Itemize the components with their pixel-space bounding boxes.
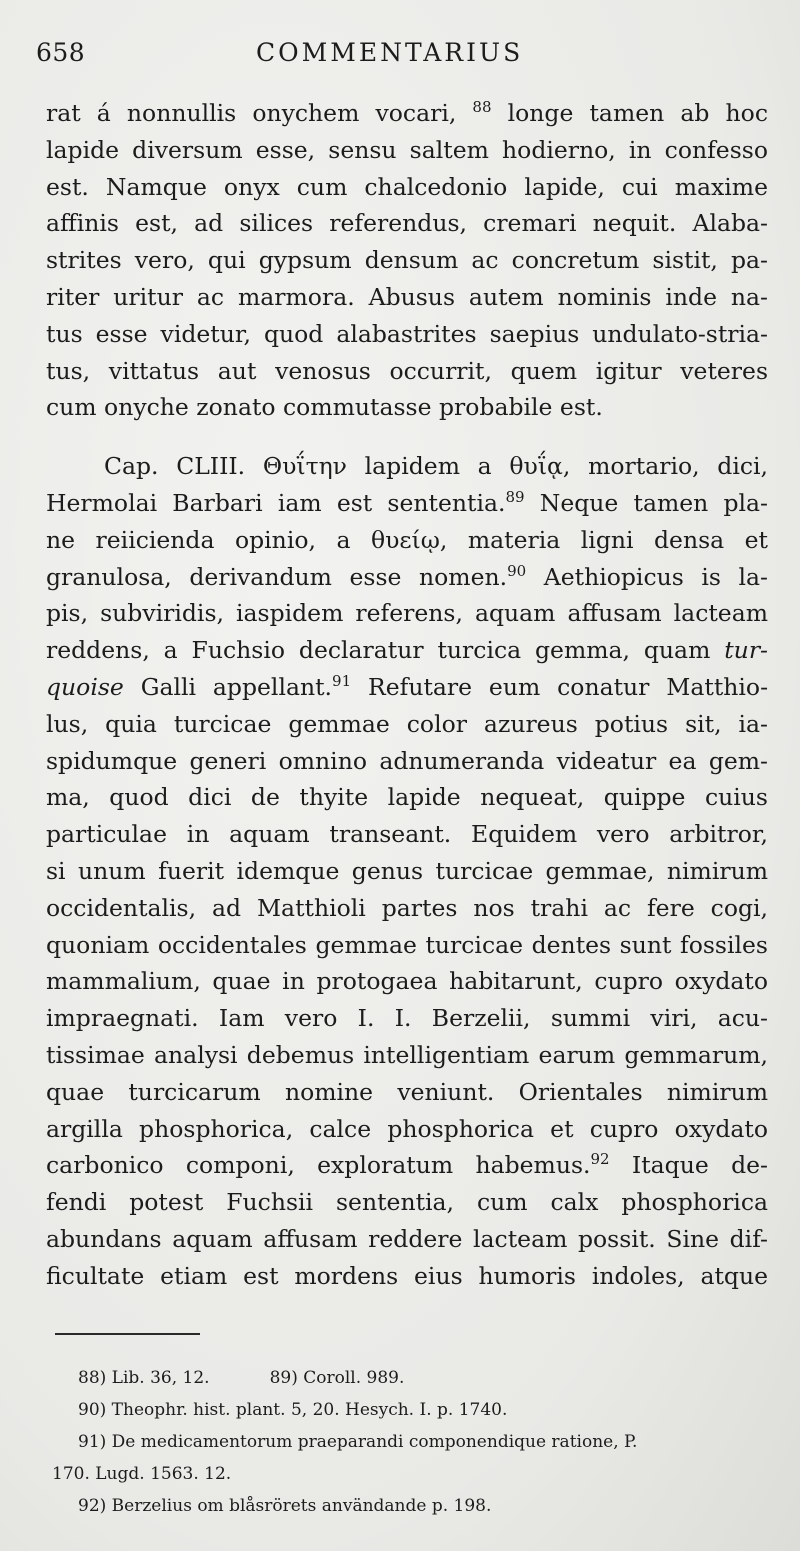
text-line: est. Namque onyx cum chalcedonio lapide, cui maxime — [46, 172, 768, 201]
text-line: riter uritur ac marmora. Abusus autem nominis inde na- — [46, 282, 768, 311]
text-line: abundans aquam affusam reddere lacteam possit. Sine dif- — [46, 1224, 768, 1253]
footnote-ref: 90 — [507, 561, 527, 580]
text-line: argilla phosphorica, calce phosphorica et cupro oxydato — [46, 1114, 768, 1143]
paragraph-gap — [46, 426, 768, 448]
text-line: lapide diversum esse, sensu saltem hodierno, in confesso — [46, 135, 768, 164]
text-line: tus, vittatus aut venosus occurrit, quem igitur veteres — [46, 356, 768, 385]
page-number: 658 — [36, 38, 86, 67]
text-line: affinis est, ad silices referendus, cremari nequit. Alaba- — [46, 209, 768, 238]
body-text — [46, 95, 768, 1295]
footnote-88: 88) Lib. 36, 12. — [78, 1368, 210, 1388]
footnote-divider — [55, 1333, 200, 1335]
text-line: fendi potest Fuchsii sententia, cum calx phosphorica — [46, 1188, 768, 1217]
footnote-ref: 92 — [590, 1150, 610, 1169]
text-line: ma, quod dici de thyite lapide nequeat, quippe cuius — [46, 783, 768, 812]
text-line: particulae in aquam transeant. Equidem vero arbitror, — [46, 820, 768, 849]
footnote-89: 89) Coroll. 989. — [269, 1368, 405, 1388]
footnote-91-continued: 170. Lugd. 1563. 12. — [52, 1464, 232, 1484]
text-line: ne reiicienda opinio, a θυείῳ, materia ligni densa et — [46, 525, 768, 554]
text-line: mammalium, quae in protogaea habitarunt, cupro oxydato — [46, 967, 768, 996]
chapter-line: Cap. CLIII. Θυΐτην lapidem a θυΐᾳ, mortario, dici, — [104, 452, 768, 481]
footnote-ref: 89 — [505, 487, 525, 506]
page-header — [36, 36, 760, 76]
text-line: occidentalis, ad Matthioli partes nos trahi ac fere cogi, — [46, 893, 768, 922]
footnote-ref: 91 — [332, 671, 352, 690]
text-line: impraegnati. Iam vero I. I. Berzelii, summi viri, acu- — [46, 1004, 768, 1033]
text-line: quae turcicarum nomine veniunt. Orientales nimirum — [46, 1077, 768, 1106]
text-line: ficultate etiam est mordens eius humoris indoles, atque — [46, 1261, 768, 1290]
text-line: si unum fuerit idemque genus turcicae gemmae, nimirum — [46, 856, 768, 885]
text-line: cum onyche zonato commutasse probabile est. — [46, 393, 603, 422]
text-line: lus, quia turcicae gemmae color azureus potius sit, ia- — [46, 709, 768, 738]
footnote-ref: 88 — [472, 98, 492, 116]
text-line: carbonico componi, exploratum habemus.$^{92}$ Itaque de- — [46, 1150, 768, 1180]
text-line: Hermolai Barbari iam est sententia.$^{89}$ Neque tamen pla- — [46, 487, 768, 517]
text-line: spidumque generi omnino adnumeranda videatur ea gem- — [46, 746, 768, 775]
footnotes — [52, 1362, 778, 1522]
text-line: quoise Galli appellant.$^{91}$ Refutare eum conatur Matthio- — [46, 671, 769, 701]
text-line: quoniam occidentales gemmae turcicae dentes sunt fossiles — [46, 930, 768, 959]
footnote-90: 90) Theophr. hist. plant. 5, 20. Hesych. I. p. 1740. — [78, 1400, 508, 1420]
footnote-line — [78, 1362, 778, 1394]
text-line: tissimae analysi debemus intelligentiam earum gemmarum, — [46, 1040, 768, 1069]
footnote-92: 92) Berzelius om blåsrörets användande p. 198. — [78, 1496, 492, 1516]
text-line: strites vero, qui gypsum densum ac concretum sistit, pa- — [46, 246, 768, 275]
footnote-91: 91) De medicamentorum praeparandi componendique ratione, P. — [78, 1432, 638, 1452]
text-line: reddens, a Fuchsio declaratur turcica gemma, quam tur- — [46, 636, 768, 665]
running-title: COMMENTARIUS — [256, 38, 524, 67]
text-line: pis, subviridis, iaspidem referens, aquam affusam lacteam — [46, 599, 768, 628]
text-line: tus esse videtur, quod alabastrites saepius undulato-stria- — [46, 319, 768, 348]
text-line: rat á nonnullis onychem vocari, $^{88}$ longe tamen ab hoc — [46, 98, 768, 127]
text-line: granulosa, derivandum esse nomen.$^{90}$ Aethiopicus is la- — [46, 561, 768, 591]
